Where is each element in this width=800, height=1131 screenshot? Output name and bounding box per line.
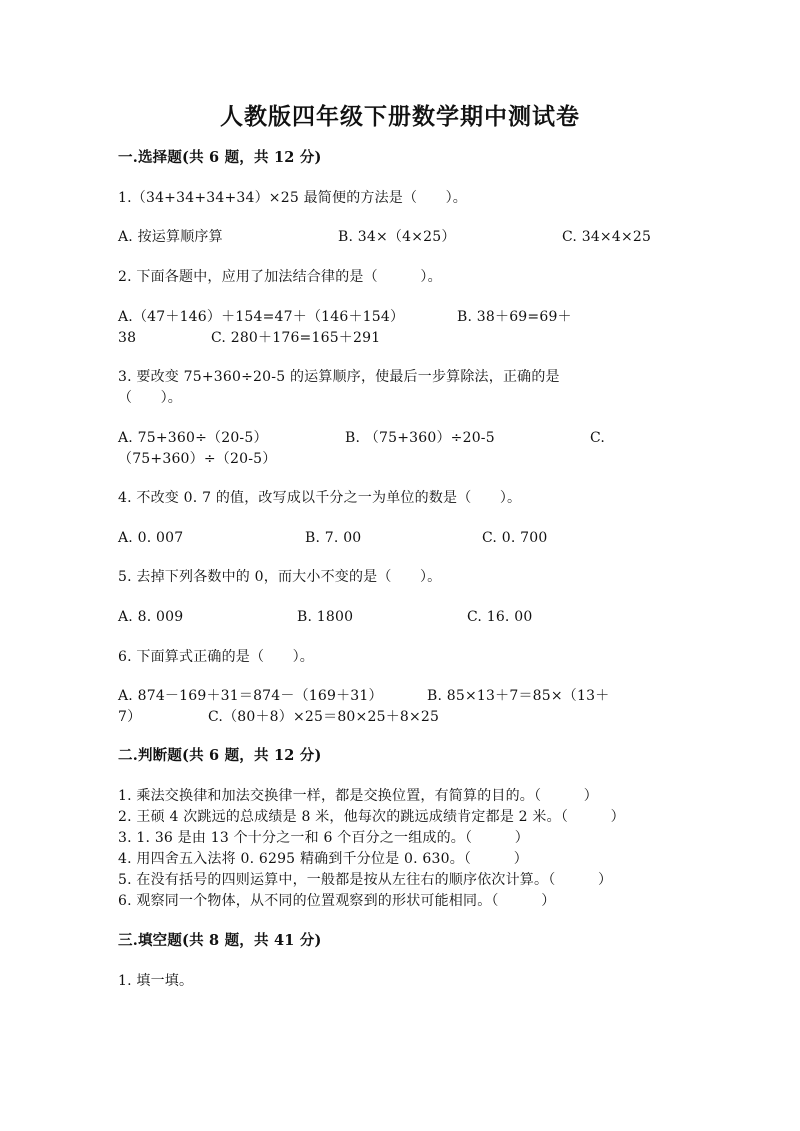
question-stem: 1.（34+34+34+34）×25 最简便的方法是（ ）。 xyxy=(118,190,468,206)
option-b: B. 34×（4×25） xyxy=(338,229,456,245)
option-a: A. 75+360÷（20-5） xyxy=(118,430,268,446)
option-a: A.（47＋146）＋154=47＋（146＋154） xyxy=(118,309,405,325)
option-c-continued: （75+360）÷（20-5） xyxy=(118,451,277,467)
option-c: C. 0. 700 xyxy=(482,530,548,546)
section-heading-fill-in: 三.填空题(共 8 题，共 41 分) xyxy=(118,932,322,949)
option-b-continued: 38 xyxy=(118,330,137,346)
option-b: B. （75+360）÷20-5 xyxy=(345,430,495,446)
question-stem: 5. 去掉下列各数中的 0，而大小不变的是（ ）。 xyxy=(118,569,442,585)
option-c: C. 16. 00 xyxy=(467,609,533,625)
fill-in-item: 1. 填一填。 xyxy=(118,973,194,989)
option-b: B. 1800 xyxy=(297,609,354,625)
judgement-item: 5. 在没有括号的四则运算中，一般都是按从左往右的顺序依次计算。（ ） xyxy=(118,872,613,888)
question-stem: 3. 要改变 75+360÷20-5 的运算顺序，使最后一步算除法，正确的是 xyxy=(118,369,560,385)
question-stem: 6. 下面算式正确的是（ ）。 xyxy=(118,649,315,665)
question-stem-continued: （ ）。 xyxy=(118,390,182,406)
judgement-item: 3. 1. 36 是由 13 个十分之一和 6 个百分之一组成的。（ ） xyxy=(118,830,530,846)
section-heading-choice: 一.选择题(共 6 题，共 12 分) xyxy=(118,149,322,166)
option-a: A. 按运算顺序算 xyxy=(118,229,223,245)
judgement-item: 1. 乘法交换律和加法交换律一样，都是交换位置，有简算的目的。（ ） xyxy=(118,788,599,804)
judgement-item: 4. 用四舍五入法将 0. 6295 精确到千分位是 0. 630。（ ） xyxy=(118,851,528,867)
option-a: A. 874－169＋31＝874－（169＋31） xyxy=(118,688,383,704)
option-b-continued: 7） xyxy=(118,709,142,725)
option-a: A. 0. 007 xyxy=(118,530,184,546)
question-stem: 4. 不改变 0. 7 的值，改写成以千分之一为单位的数是（ ）。 xyxy=(118,490,522,506)
option-c: C. xyxy=(590,430,606,446)
option-c: C.（80＋8）×25＝80×25＋8×25 xyxy=(208,709,440,725)
option-b: B. 7. 00 xyxy=(305,530,362,546)
judgement-item: 2. 王硕 4 次跳远的总成绩是 8 米，他每次的跳远成绩肯定都是 2 米。（ ） xyxy=(118,809,625,825)
page-title: 人教版四年级下册数学期中测试卷 xyxy=(220,103,580,130)
option-c: C. 34×4×25 xyxy=(562,229,652,245)
option-b: B. 85×13＋7＝85×（13＋ xyxy=(427,688,610,704)
option-c: C. 280＋176=165＋291 xyxy=(211,330,381,346)
question-stem: 2. 下面各题中，应用了加法结合律的是（ ）。 xyxy=(118,269,442,285)
judgement-item: 6. 观察同一个物体，从不同的位置观察到的形状可能相同。（ ） xyxy=(118,893,556,909)
option-a: A. 8. 009 xyxy=(118,609,184,625)
section-heading-judgement: 二.判断题(共 6 题，共 12 分) xyxy=(118,747,322,764)
option-b: B. 38＋69=69＋ xyxy=(457,309,572,325)
